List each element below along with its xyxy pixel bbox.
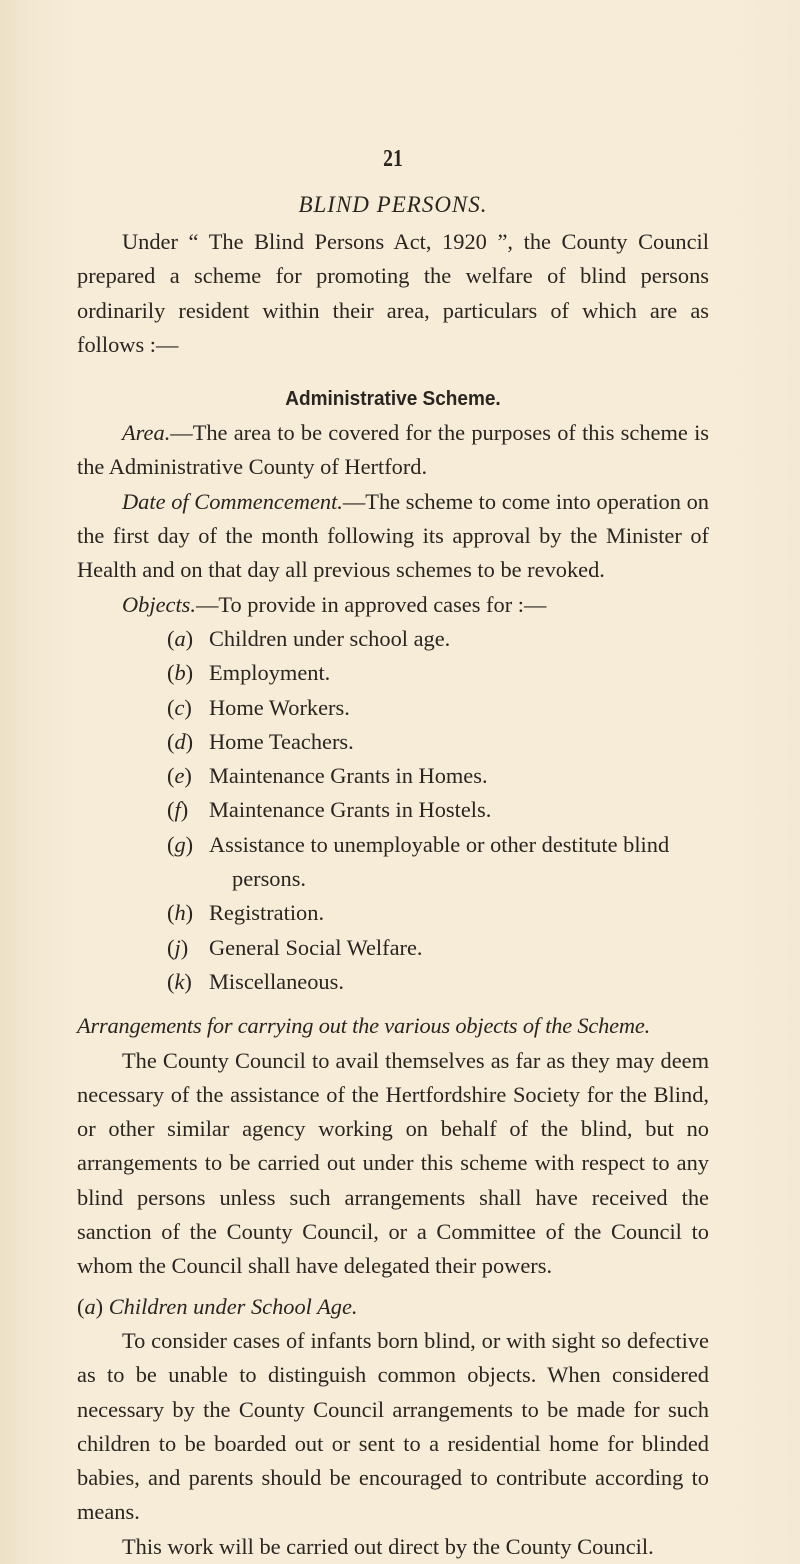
- objects-text: —To provide in approved cases for :—: [196, 591, 547, 617]
- arrangements-title: Arrangements for carrying out the various objects of the Scheme.: [77, 1013, 650, 1039]
- children-section-letter: a: [84, 1293, 96, 1319]
- area-paragraph: [77, 416, 709, 485]
- list-item: (j) General Social Welfare.: [77, 931, 709, 965]
- list-item: (a) Children under school age.: [77, 622, 709, 656]
- commencement-paragraph: [77, 485, 709, 588]
- list-marker: (b): [167, 660, 194, 686]
- area-text: —The area to be covered for the purposes of this scheme is the Administrative County of Hertford.: [77, 420, 709, 480]
- objects-paragraph: [77, 588, 709, 622]
- list-item: (b) Employment.: [77, 656, 709, 690]
- list-item: (e) Maintenance Grants in Homes.: [77, 759, 709, 793]
- list-marker: (h): [167, 900, 194, 926]
- list-marker: (f): [167, 797, 189, 823]
- arrangements-paragraph: The County Council to avail themselves as far as they may deem necessary of the assistance of the Hertfordshire Society for the Blind, or other similar agency working on behalf of the blind, but no arrangements to be carried out under this scheme with respect to any blind persons unless such arrangements shall have received the sanction of the County Council, or a Committee of the Council to whom the Council shall have delegated their powers.: [77, 1047, 709, 1279]
- list-marker: (g): [167, 831, 194, 857]
- children-section-title-text: Children under School Age.: [108, 1293, 358, 1319]
- intro-paragraph: Under “ The Blind Persons Act, 1920 ”, the County Council prepared a scheme for promoting the welfare of blind persons ordinarily resident within their area, particulars of which are as follows :—: [77, 229, 709, 357]
- closing-paragraph: This work will be carried out direct by the County Council.: [122, 1533, 654, 1559]
- list-item: (f) Maintenance Grants in Hostels.: [77, 793, 709, 827]
- children-section-title: (a) Children under School Age.: [77, 1293, 358, 1319]
- list-item: (k) Miscellaneous.: [77, 965, 709, 999]
- commencement-label: Date of Commencement.: [122, 488, 343, 514]
- children-paragraph: To consider cases of infants born blind, or with sight so defective as to be unable to distinguish common objects. When considered necessary by the County Council arrangements to be made for such children to be boarded out or sent to a residential home for blinded babies, and parents should be encouraged to contribute according to means.: [77, 1327, 709, 1525]
- objects-list: [77, 622, 709, 999]
- list-marker: (e): [167, 763, 192, 789]
- list-marker: (c): [167, 694, 192, 720]
- list-marker: (d): [167, 728, 194, 754]
- area-label: Area.: [122, 420, 171, 446]
- list-marker: (a): [167, 625, 194, 651]
- section-heading-administrative-scheme: Administrative Scheme.: [285, 388, 501, 411]
- list-item: (g) Assistance to unemployable or other destitute blind persons.: [77, 828, 709, 897]
- list-item-continuation: persons.: [232, 866, 307, 892]
- list-item: (h) Registration.: [77, 896, 709, 930]
- objects-label: Objects.: [122, 591, 196, 617]
- list-marker: (j): [167, 934, 189, 960]
- list-item: (d) Home Teachers.: [77, 725, 709, 759]
- commencement-text: —The scheme to come into operation on the first day of the month following its approval by the Minister of Health and on that day all previous schemes to be revoked.: [77, 488, 709, 583]
- list-item: (c) Home Workers.: [77, 691, 709, 725]
- list-marker: (k): [167, 968, 192, 994]
- page-number: 21: [383, 146, 403, 172]
- page-title: BLIND PERSONS.: [298, 192, 488, 217]
- document-body: [77, 225, 709, 1564]
